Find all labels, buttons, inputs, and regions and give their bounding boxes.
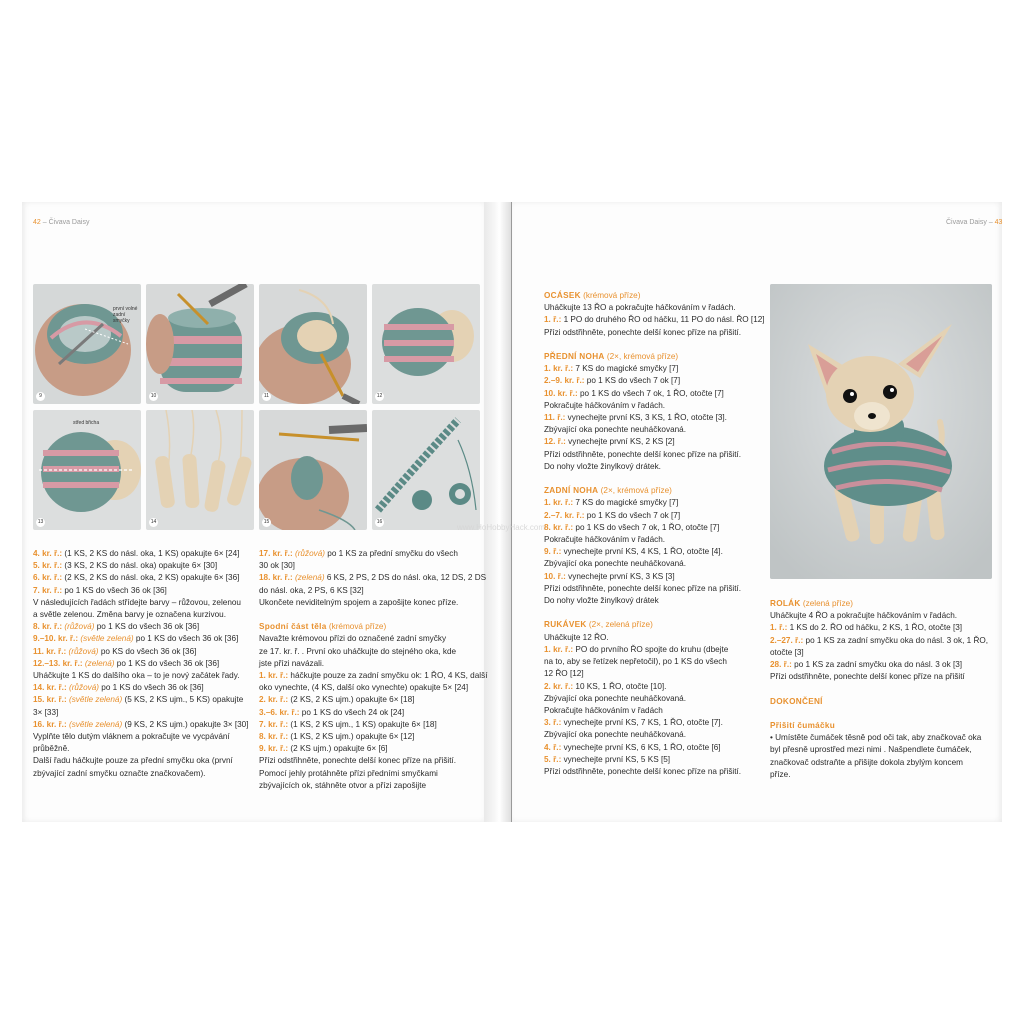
left-page-number: 42	[33, 219, 41, 226]
instruction-label: 6. kr. ř.:	[33, 573, 63, 583]
instruction-line	[770, 598, 988, 610]
instruction-line	[770, 757, 988, 769]
instruction-label: Spodní část těla	[259, 622, 327, 632]
instruction-line	[259, 780, 487, 792]
instruction-line	[259, 621, 487, 633]
instruction-line	[259, 548, 487, 560]
instruction-text: po 1 KS do všech 36 ok [36]	[133, 634, 239, 644]
instruction-line	[259, 609, 487, 621]
instruction-line	[770, 659, 988, 671]
instruction-text: po 1 KS do všech 36 ok [36]	[99, 683, 204, 693]
instruction-label: 3. ř.:	[544, 718, 562, 728]
right-text-column-2	[770, 598, 988, 781]
instruction-text: Zbývající oka ponechte neuháčkovaná.	[544, 559, 687, 569]
instruction-text: Přízi odstřihněte, ponechte delší konec příze na přišití.	[544, 327, 742, 337]
instruction-text: 6 KS, 2 PS, 2 DS do násl. oka, 12 DS, 2 DS	[324, 573, 487, 583]
instruction-text: PO do prvního ŘO spojte do kruhu (dbejte	[573, 644, 729, 654]
instruction-line	[544, 558, 765, 570]
instruction-line	[544, 705, 765, 717]
instruction-line	[33, 707, 249, 719]
instruction-text: po 1 KS za přední smyčku do všech	[325, 549, 458, 558]
instruction-line	[259, 768, 487, 780]
instruction-line	[544, 290, 765, 302]
photo-note-back-loops: první volné zadní smyčky	[113, 306, 138, 324]
instruction-text: Další řadu háčkujte pouze za přední smyčku oka (první	[33, 756, 233, 766]
instruction-line	[544, 412, 765, 424]
instruction-line	[544, 717, 765, 729]
photo-step-12	[372, 284, 480, 404]
photo-label-10: 10	[150, 393, 157, 399]
instruction-text: Ukončete neviditelným spojem a zapošijte konec příze.	[259, 597, 459, 607]
instruction-text: po KS do všech 36 ok [36]	[98, 646, 197, 656]
instruction-line	[544, 302, 765, 314]
instruction-text: příze.	[770, 769, 791, 779]
instruction-line	[259, 597, 487, 609]
instruction-line	[33, 621, 249, 633]
instruction-color-change: (světle zelená)	[66, 719, 123, 729]
instruction-line	[770, 696, 988, 708]
instruction-line	[33, 646, 249, 658]
instruction-yarn-note: (2×, krémová příze)	[604, 352, 679, 362]
instruction-line	[259, 560, 487, 572]
photo-label-11: 11	[263, 393, 270, 399]
instruction-yarn-note: (zelená příze)	[800, 599, 853, 608]
instruction-line	[33, 719, 249, 731]
instruction-line	[770, 683, 988, 695]
instruction-line	[770, 744, 988, 756]
instruction-text: (2 KS ujm.) opakujte 6× [6]	[288, 744, 388, 754]
instruction-color-change: (růžová)	[66, 646, 99, 656]
instruction-text: Navažte krémovou přízi do označené zadní smyčky	[259, 634, 447, 644]
instruction-line	[544, 681, 765, 693]
instruction-line	[259, 682, 487, 694]
instruction-yarn-note: (2×, zelená příze)	[586, 620, 653, 630]
photo-step-16	[372, 410, 480, 530]
left-text-column-1	[33, 548, 249, 780]
instruction-line	[33, 548, 249, 560]
instruction-line	[33, 670, 249, 682]
instruction-line	[544, 742, 765, 754]
instruction-text: po 1 KS do všech 7 ok [7]	[584, 376, 681, 386]
instruction-line	[33, 694, 249, 706]
instruction-line	[33, 755, 249, 767]
instruction-line	[259, 707, 487, 719]
instruction-text: a světle zelenou. Změna barvy je označena kurzivou.	[33, 610, 226, 620]
instruction-line	[544, 595, 765, 607]
right-running-title: Čivava Daisy	[946, 219, 987, 226]
instruction-text: Vyplňte tělo dutým vláknem a pokračujte ve vycpávání	[33, 732, 230, 742]
instruction-label: 1. kr. ř.:	[259, 671, 289, 681]
instruction-line	[544, 339, 765, 351]
photo-label-9: 9	[36, 392, 45, 401]
instruction-label: 11. ř.:	[544, 413, 566, 423]
instruction-text: po 1 KS za zadní smyčku oka do násl. 3 ok [3]	[791, 660, 963, 670]
instruction-text: Přízi odstřihněte, ponechte delší konec příze na přišití.	[544, 583, 742, 593]
instruction-line	[544, 461, 765, 473]
instruction-text: po 1 KS za zadní smyčku oka do násl. 3 ok, 1 ŘO,	[803, 635, 989, 645]
instruction-line	[544, 583, 765, 595]
instruction-text: (1 KS, 2 KS do násl. oka, 1 KS) opakujte 6× [24]	[62, 549, 240, 558]
instruction-text: do násl. oka, 2 PS, 6 KS [32]	[259, 585, 364, 595]
instruction-line	[544, 510, 765, 522]
instruction-line	[770, 622, 988, 634]
instruction-line	[544, 388, 765, 400]
instruction-line	[33, 743, 249, 755]
instruction-text: po 1 KS do všech 7 ok [7]	[584, 510, 681, 520]
instruction-label: 9.–10. kr. ř.:	[33, 634, 79, 644]
instruction-label: 1. kr. ř.:	[544, 364, 574, 374]
photo-label-12: 12	[376, 393, 383, 399]
instruction-line	[33, 768, 249, 780]
instruction-label: ZADNÍ NOHA	[544, 486, 599, 496]
instruction-text: Přízi odstřihněte, ponechte delší konec příze na přišití.	[259, 756, 457, 766]
instruction-label: 2.–27. ř.:	[770, 635, 804, 645]
instruction-line	[33, 609, 249, 621]
instruction-text: 7 KS do magické smyčky [7]	[573, 498, 679, 508]
instruction-text: Pokračujte háčkováním v řadách	[544, 705, 663, 715]
instruction-line	[259, 633, 487, 645]
instruction-text: 10 KS, 1 ŘO, otočte [10].	[573, 681, 667, 691]
instruction-color-change: (růžová)	[292, 549, 325, 558]
instruction-text: (1 KS, 2 KS ujm., 1 KS) opakujte 6× [18]	[288, 719, 437, 729]
instruction-text: Do nohy vložte žinylkový drátek.	[544, 461, 661, 471]
photo-step-14	[146, 410, 254, 530]
right-text-column-1	[544, 290, 765, 778]
instruction-text: po 1 KS do všech 36 ok [36]	[62, 585, 167, 595]
instruction-text: po 1 KS do všech 36 ok [36]	[114, 658, 220, 668]
instruction-color-change: (zelená)	[292, 573, 325, 583]
instruction-text: značkovač odstraňte a přišijte dokola zbylým koncem	[770, 757, 963, 767]
instruction-line	[544, 375, 765, 387]
instruction-label: 10. kr. ř.:	[544, 388, 578, 398]
instruction-label: 4. kr. ř.:	[33, 549, 63, 558]
instruction-line	[544, 571, 765, 583]
instruction-text: (2 KS, 2 KS do násl. oka, 2 KS) opakujte 6× [36]	[62, 573, 240, 583]
instruction-label: 1. ř.:	[544, 315, 562, 325]
instruction-text: 12 ŘO [12]	[544, 669, 584, 679]
instruction-line	[544, 766, 765, 778]
instruction-label: 7. kr. ř.:	[33, 585, 63, 595]
instruction-text: (9 KS, 2 KS ujm.) opakujte 3× [30]	[122, 719, 249, 729]
instruction-line	[544, 668, 765, 680]
instruction-text: vynechejte první KS, 3 KS, 1 ŘO, otočte [3].	[565, 413, 727, 423]
instruction-label: 7. kr. ř.:	[259, 719, 289, 729]
instruction-line	[544, 314, 765, 326]
photo-step-15	[259, 410, 367, 530]
instruction-text: jste přízi navázali.	[259, 658, 325, 668]
photo-label-14: 14	[150, 519, 157, 525]
instruction-label: 8. kr. ř.:	[544, 522, 574, 532]
instruction-label: 1. kr. ř.:	[544, 498, 574, 508]
instruction-line	[770, 720, 988, 732]
instruction-color-change: (růžová)	[66, 683, 99, 693]
instruction-label: 9. kr. ř.:	[259, 744, 289, 754]
instruction-text: po 1 KS do všech 7 ok, 1 ŘO, otočte [7]	[577, 388, 724, 398]
photo-label-15: 15	[263, 519, 270, 525]
instruction-label: 12.–13. kr. ř.:	[33, 658, 83, 668]
instruction-label: 11. kr. ř.:	[33, 646, 67, 656]
left-running-header: 42 – Čivava Daisy	[33, 219, 90, 226]
instruction-yarn-note: (krémová příze)	[326, 622, 387, 632]
instruction-text: vynechejte první KS, 2 KS [2]	[565, 437, 675, 447]
instruction-line	[770, 769, 988, 781]
instruction-text: (3 KS, 2 KS do násl. oka) opakujte 6× [30]	[62, 561, 218, 571]
instruction-text: průběžně.	[33, 744, 70, 754]
photo-step-10	[146, 284, 254, 404]
instruction-line	[544, 522, 765, 534]
instruction-text: ze 17. kr. ř. . První oko uháčkujte do stejného oka, kde	[259, 646, 457, 656]
instruction-line	[544, 327, 765, 339]
instruction-label: OCÁSEK	[544, 291, 581, 300]
instruction-text: 1 KS do 2. ŘO od háčku, 2 KS, 1 ŘO, otočte [3]	[787, 623, 963, 633]
instruction-line	[544, 693, 765, 705]
instruction-text: Přízi odstřihněte, ponechte delší konec příze na přišití	[770, 672, 965, 682]
instruction-text: Přízi odstřihněte, ponechte delší konec příze na přišití.	[544, 766, 742, 776]
instruction-label: 16. kr. ř.:	[33, 719, 67, 729]
instruction-line	[544, 632, 765, 644]
instruction-text: vynechejte první KS, 3 KS [3]	[565, 571, 675, 581]
instruction-text: (2 KS, 2 KS ujm.) opakujte 6× [18]	[288, 695, 415, 705]
instruction-label: DOKONČENÍ	[770, 696, 823, 706]
instruction-line	[544, 351, 765, 363]
instruction-line	[259, 743, 487, 755]
instruction-label: 14. kr. ř.:	[33, 683, 67, 693]
instruction-line	[33, 658, 249, 670]
instruction-label: 12. ř.:	[544, 437, 566, 447]
instruction-text: Pokračujte háčkováním v řadách.	[544, 400, 666, 410]
instruction-text: 7 KS do magické smyčky [7]	[573, 364, 679, 374]
instruction-label: 1. ř.:	[770, 623, 788, 633]
instruction-line	[544, 607, 765, 619]
instruction-line	[544, 424, 765, 436]
instruction-label: PŘEDNÍ NOHA	[544, 352, 605, 362]
instruction-label: ROLÁK	[770, 599, 801, 608]
instruction-label: RUKÁVEK	[544, 620, 587, 630]
instruction-text: po 1 KS do všech 24 ok [24]	[299, 707, 405, 717]
instruction-text: vynechejte první KS, 7 KS, 1 ŘO, otočte [7].	[561, 718, 723, 728]
instruction-label: 2. kr. ř.:	[544, 681, 574, 691]
instruction-label: 1. kr. ř.:	[544, 644, 574, 654]
instruction-line	[259, 572, 487, 584]
photo-finished-chihuahua	[770, 284, 992, 579]
instruction-line	[259, 719, 487, 731]
instruction-label: 4. ř.:	[544, 742, 562, 752]
instruction-text: Zbývající oka ponechte neuháčkovaná.	[544, 425, 687, 435]
instruction-text: • Umístěte čumáček těsně pod oči tak, aby značkovač oka	[770, 733, 982, 743]
right-page-number: 43	[994, 219, 1003, 226]
photo-label-16: 16	[376, 519, 383, 525]
instruction-text: háčkujte pouze za zadní smyčku ok: 1 ŘO, 4 KS, další	[288, 671, 488, 681]
instruction-text: otočte [3]	[770, 647, 804, 657]
instruction-line	[259, 585, 487, 597]
instruction-label: 2. kr. ř.:	[259, 695, 289, 705]
instruction-line	[770, 635, 988, 647]
instruction-line	[770, 732, 988, 744]
instruction-line	[770, 671, 988, 683]
instruction-line	[770, 610, 988, 622]
instruction-text: po 1 KS do všech 7 ok, 1 ŘO, otočte [7]	[573, 522, 720, 532]
photo-note-belly-center: střed břicha	[73, 420, 100, 426]
instruction-line	[544, 436, 765, 448]
instruction-text: Zbývající oka ponechte neuháčkovaná.	[544, 693, 687, 703]
instruction-label: 2.–7. kr. ř.:	[544, 510, 585, 520]
photo-step-11	[259, 284, 367, 404]
instruction-label: Přišití čumáčku	[770, 721, 836, 731]
instruction-text: zbývající zadní smyčku označte značkovačem).	[33, 768, 206, 778]
instruction-label: 9. ř.:	[544, 547, 562, 557]
instruction-text: Uháčkujte 12 ŘO.	[544, 632, 609, 642]
instruction-text: byl přesně uprostřed mezi nimi . Našpendlete čumáček,	[770, 745, 972, 755]
instruction-line	[544, 546, 765, 558]
instruction-line	[33, 597, 249, 609]
instruction-text: Pokračujte háčkováním v řadách.	[544, 535, 666, 545]
instruction-text: 30 ok [30]	[259, 561, 295, 571]
right-running-header: Čivava Daisy – 43	[946, 219, 1003, 226]
instruction-text: (5 KS, 2 KS ujm., 5 KS) opakujte	[122, 695, 244, 705]
instruction-line	[544, 754, 765, 766]
instruction-color-change: (světle zelená)	[78, 634, 134, 644]
instruction-text: vynechejte první KS, 6 KS, 1 ŘO, otočte [6]	[561, 742, 721, 752]
instruction-line	[259, 646, 487, 658]
instruction-line	[544, 729, 765, 741]
left-running-title: Čivava Daisy	[48, 219, 90, 226]
instruction-text: 3× [33]	[33, 707, 59, 717]
instruction-line	[544, 449, 765, 461]
instruction-text: zbývajících ok, stáhněte otvor a přízi zapošijte	[259, 780, 427, 790]
left-text-column-2	[259, 548, 487, 792]
instruction-line	[544, 619, 765, 631]
book-gutter	[484, 202, 512, 822]
instruction-line	[33, 585, 249, 597]
instruction-line	[33, 572, 249, 584]
instruction-label: 2.–9. kr. ř.:	[544, 376, 585, 386]
instruction-line	[33, 682, 249, 694]
instruction-label: 28. ř.:	[770, 660, 792, 670]
instruction-line	[259, 670, 487, 682]
instruction-text: V následujících řadách střídejte barvy – růžovou, zelenou	[33, 597, 241, 607]
instruction-text: Do nohy vložte žinylkový drátek	[544, 596, 659, 606]
instruction-line	[544, 497, 765, 509]
instruction-line	[770, 647, 988, 659]
instruction-text: 1 PO do druhého ŘO od háčku, 11 PO do násl. ŘO [12]	[561, 315, 765, 325]
instruction-text: na to, aby se řetízek nepřetočil), po 1 KS do všech	[544, 657, 727, 667]
instruction-text: (1 KS, 2 KS ujm.) opakujte 6× [12]	[288, 732, 415, 742]
instruction-text: Pomocí jehly protáhněte přízi předními smyčkami	[259, 768, 438, 778]
instruction-line	[544, 363, 765, 375]
instruction-text: Uháčkujte 4 ŘO a pokračujte háčkováním v řadách.	[770, 611, 958, 621]
instruction-label: 17. kr. ř.:	[259, 549, 293, 558]
instruction-text: Uháčkujte 1 KS do dalšího oka – to je nový začátek řady.	[33, 671, 240, 681]
instruction-text: vynechejte první KS, 5 KS [5]	[561, 754, 671, 764]
instruction-line	[770, 708, 988, 720]
instruction-color-change: (růžová)	[62, 622, 95, 632]
instruction-label: 15. kr. ř.:	[33, 695, 67, 705]
instruction-line	[259, 694, 487, 706]
instruction-text: oko vynechte, (4 KS, další oko vynechte) opakujte 5× [24]	[259, 683, 469, 693]
photo-step-13	[33, 410, 141, 530]
instruction-yarn-note: (2×, krémová příze)	[598, 486, 672, 496]
instruction-line	[33, 731, 249, 743]
instruction-line	[33, 633, 249, 645]
instruction-text: Uháčkujte 13 ŘO a pokračujte háčkováním v řadách.	[544, 303, 736, 313]
instruction-color-change: (světle zelená)	[66, 695, 123, 705]
instruction-label: 18. kr. ř.:	[259, 573, 293, 583]
instruction-line	[33, 560, 249, 572]
instruction-line	[544, 534, 765, 546]
watermark-text: www.HoHobbyHack.com	[457, 523, 546, 532]
instruction-line	[259, 658, 487, 670]
instruction-line	[259, 755, 487, 767]
instruction-label: 3.–6. kr. ř.:	[259, 707, 300, 717]
instruction-label: 10. ř.:	[544, 571, 566, 581]
photo-step-9	[33, 284, 141, 404]
instruction-label: 8. kr. ř.:	[33, 622, 63, 632]
instruction-line	[544, 473, 765, 485]
instruction-label: 5. kr. ř.:	[33, 561, 63, 571]
instruction-label: 8. kr. ř.:	[259, 732, 289, 742]
instruction-line	[544, 400, 765, 412]
instruction-line	[259, 731, 487, 743]
instruction-yarn-note: (krémová příze)	[580, 291, 641, 300]
instruction-line	[544, 644, 765, 656]
photo-label-13: 13	[37, 519, 44, 525]
instruction-line	[544, 656, 765, 668]
instruction-text: po 1 KS do všech 36 ok [36]	[94, 622, 200, 632]
instruction-text: Zbývající oka ponechte neuháčkovaná.	[544, 730, 687, 740]
instruction-text: Přízi odstřihněte, ponechte delší konec příze na přišití.	[544, 449, 742, 459]
instruction-label: 5. ř.:	[544, 754, 562, 764]
instruction-line	[544, 485, 765, 497]
instruction-color-change: (zelená)	[82, 658, 115, 668]
instruction-text: vynechejte první KS, 4 KS, 1 ŘO, otočte [4].	[561, 547, 723, 557]
